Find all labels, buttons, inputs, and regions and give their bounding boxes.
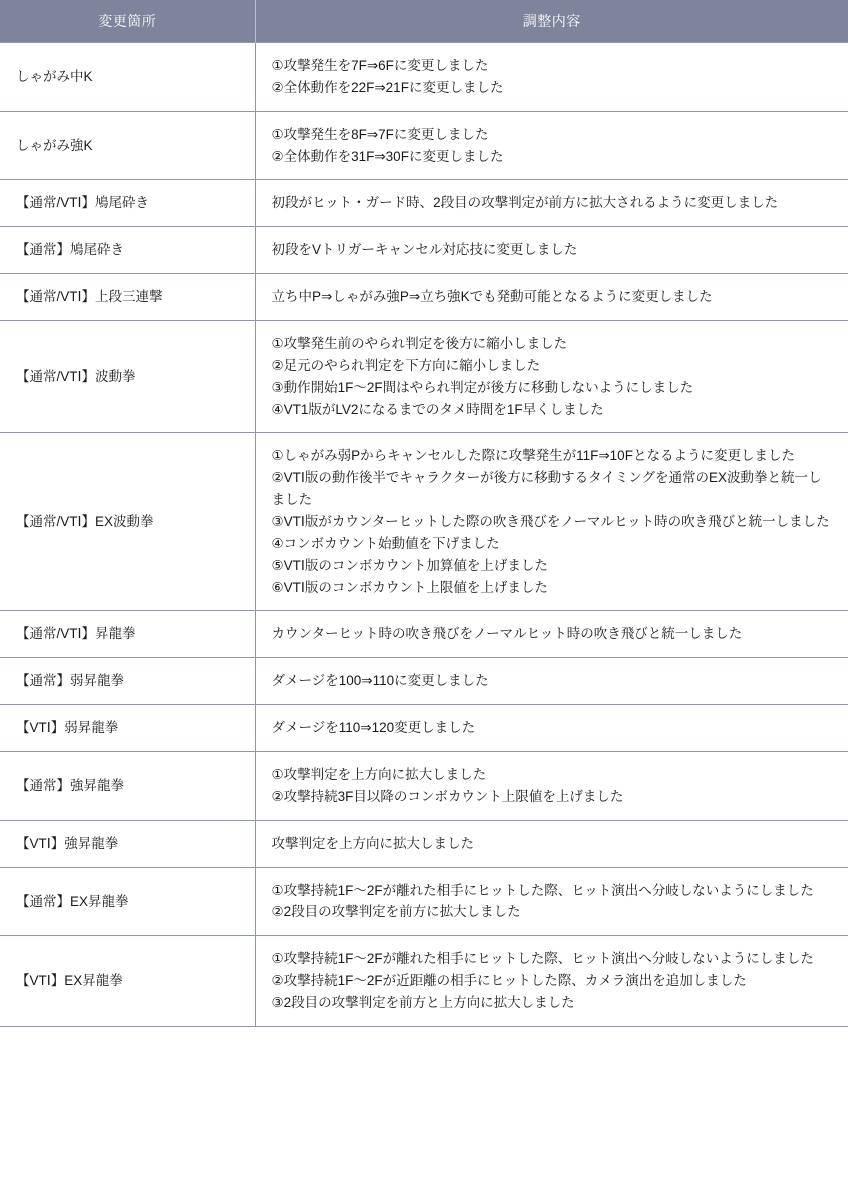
detail-line: ③動作開始1F～2F間はやられ判定が後方に移動しないようにしました xyxy=(271,379,694,395)
table-row xyxy=(0,658,848,705)
detail-line: 立ち中P⇒しゃがみ強P⇒立ち強Kでも発動可能となるように変更しました xyxy=(271,289,713,305)
detail-line-list xyxy=(272,55,835,99)
detail-line: ①攻撃持続1F～2Fが離れた相手にヒットした際、ヒット演出へ分岐しないようにしました xyxy=(271,951,814,967)
detail-line: ③VTⅠ版がカウンターヒットした際の吹き飛びをノーマルヒット時の吹き飛びと統一しました xyxy=(271,514,830,530)
cell-adjustment-detail xyxy=(255,43,848,112)
detail-line: 初段がヒット・ガード時、2段目の攻撃判定が前方に拡大されるように変更しました xyxy=(271,195,779,211)
detail-line: ①攻撃持続1F～2Fが離れた相手にヒットした際、ヒット演出へ分岐しないようにしました xyxy=(271,882,814,898)
detail-line: ①攻撃発生前のやられ判定を後方に縮小しました xyxy=(271,336,568,352)
cell-change-location: 【通常/VTⅠ】EX波動拳 xyxy=(0,433,255,611)
table-row xyxy=(0,43,848,112)
detail-line-list xyxy=(272,948,835,1014)
detail-line: 攻撃判定を上方向に拡大しました xyxy=(271,835,474,851)
detail-line-list xyxy=(272,833,835,855)
detail-line: ダメージを110⇒120変更しました xyxy=(271,720,476,736)
detail-line-list xyxy=(272,670,835,692)
table-row xyxy=(0,180,848,227)
table-row xyxy=(0,705,848,752)
cell-change-location: しゃがみ強K xyxy=(0,111,255,180)
detail-line: ②足元のやられ判定を下方向に縮小しました xyxy=(271,357,541,373)
cell-change-location: 【VTⅠ】弱昇龍拳 xyxy=(0,705,255,752)
bottom-spacer xyxy=(0,1027,848,1065)
detail-line: ②全体動作を22F⇒21Fに変更しました xyxy=(271,79,504,95)
cell-adjustment-detail xyxy=(255,936,848,1027)
cell-change-location: しゃがみ中K xyxy=(0,43,255,112)
table-header xyxy=(0,0,848,43)
detail-line-list xyxy=(272,286,835,308)
detail-line: ④コンボカウント始動値を下げました xyxy=(271,535,500,551)
detail-line: ⑥VTⅠ版のコンボカウント上限値を上げました xyxy=(271,579,548,595)
detail-line: ダメージを100⇒110に変更しました xyxy=(271,673,489,689)
detail-line-list xyxy=(272,445,835,598)
header-row xyxy=(0,0,848,43)
table-row xyxy=(0,274,848,321)
table-row xyxy=(0,321,848,433)
cell-adjustment-detail xyxy=(255,611,848,658)
table-body xyxy=(0,43,848,1027)
cell-change-location: 【VTⅠ】強昇龍拳 xyxy=(0,820,255,867)
detail-line-list xyxy=(272,192,835,214)
cell-adjustment-detail xyxy=(255,867,848,936)
detail-line: ①しゃがみ弱Pからキャンセルした際に攻撃発生が11F⇒10Fとなるように変更しました xyxy=(271,448,795,464)
detail-line: カウンターヒット時の吹き飛びをノーマルヒット時の吹き飛びと統一しました xyxy=(271,626,743,642)
detail-line: ⑤VTⅠ版のコンボカウント加算値を上げました xyxy=(271,557,548,573)
cell-adjustment-detail xyxy=(255,752,848,821)
cell-change-location: 【通常】強昇龍拳 xyxy=(0,752,255,821)
cell-change-location: 【通常】弱昇龍拳 xyxy=(0,658,255,705)
detail-line: ④VT1版がLV2になるまでのタメ時間を1F早くしました xyxy=(271,401,604,417)
cell-adjustment-detail xyxy=(255,705,848,752)
detail-line: ①攻撃発生を8F⇒7Fに変更しました xyxy=(271,126,489,142)
cell-change-location: 【通常】EX昇龍拳 xyxy=(0,867,255,936)
table-row xyxy=(0,227,848,274)
detail-line-list xyxy=(272,880,835,924)
cell-change-location: 【通常/VTⅠ】鳩尾砕き xyxy=(0,180,255,227)
table-row xyxy=(0,111,848,180)
cell-change-location: 【VTⅠ】EX昇龍拳 xyxy=(0,936,255,1027)
detail-line: ②2段目の攻撃判定を前方に拡大しました xyxy=(271,904,521,920)
detail-line-list xyxy=(272,717,835,739)
detail-line: ③2段目の攻撃判定を前方と上方向に拡大しました xyxy=(271,995,575,1011)
table-row xyxy=(0,820,848,867)
detail-line: ②攻撃持続3F目以降のコンボカウント上限値を上げました xyxy=(271,788,624,804)
cell-adjustment-detail xyxy=(255,820,848,867)
column-header-location: 変更箇所 xyxy=(0,0,255,43)
table-row xyxy=(0,611,848,658)
cell-adjustment-detail xyxy=(255,180,848,227)
table-row xyxy=(0,433,848,611)
detail-line-list xyxy=(272,333,835,420)
detail-line: ①攻撃発生を7F⇒6Fに変更しました xyxy=(271,58,489,73)
table-row xyxy=(0,752,848,821)
table-row xyxy=(0,867,848,936)
detail-line-list xyxy=(272,623,835,645)
column-header-detail: 調整内容 xyxy=(255,0,848,43)
detail-line: ②攻撃持続1F～2Fが近距離の相手にヒットした際、カメラ演出を追加しました xyxy=(271,973,747,989)
cell-change-location: 【通常/VTⅠ】昇龍拳 xyxy=(0,611,255,658)
cell-change-location: 【通常】鳩尾砕き xyxy=(0,227,255,274)
cell-change-location: 【通常/VTⅠ】上段三連撃 xyxy=(0,274,255,321)
cell-adjustment-detail xyxy=(255,433,848,611)
cell-adjustment-detail xyxy=(255,274,848,321)
detail-line-list xyxy=(272,764,835,808)
detail-line-list xyxy=(272,124,835,168)
detail-line: 初段をVトリガーキャンセル対応技に変更しました xyxy=(271,242,578,258)
detail-line-list xyxy=(272,239,835,261)
table-row xyxy=(0,936,848,1027)
cell-adjustment-detail xyxy=(255,658,848,705)
cell-adjustment-detail xyxy=(255,111,848,180)
cell-adjustment-detail xyxy=(255,321,848,433)
detail-line: ②VTⅠ版の動作後半でキャラクターが後方に移動するタイミングを通常のEX波動拳と統一しました xyxy=(271,470,822,508)
detail-line: ①攻撃判定を上方向に拡大しました xyxy=(271,767,487,783)
cell-change-location: 【通常/VTⅠ】波動拳 xyxy=(0,321,255,433)
cell-adjustment-detail xyxy=(255,227,848,274)
detail-line: ②全体動作を31F⇒30Fに変更しました xyxy=(271,148,504,164)
